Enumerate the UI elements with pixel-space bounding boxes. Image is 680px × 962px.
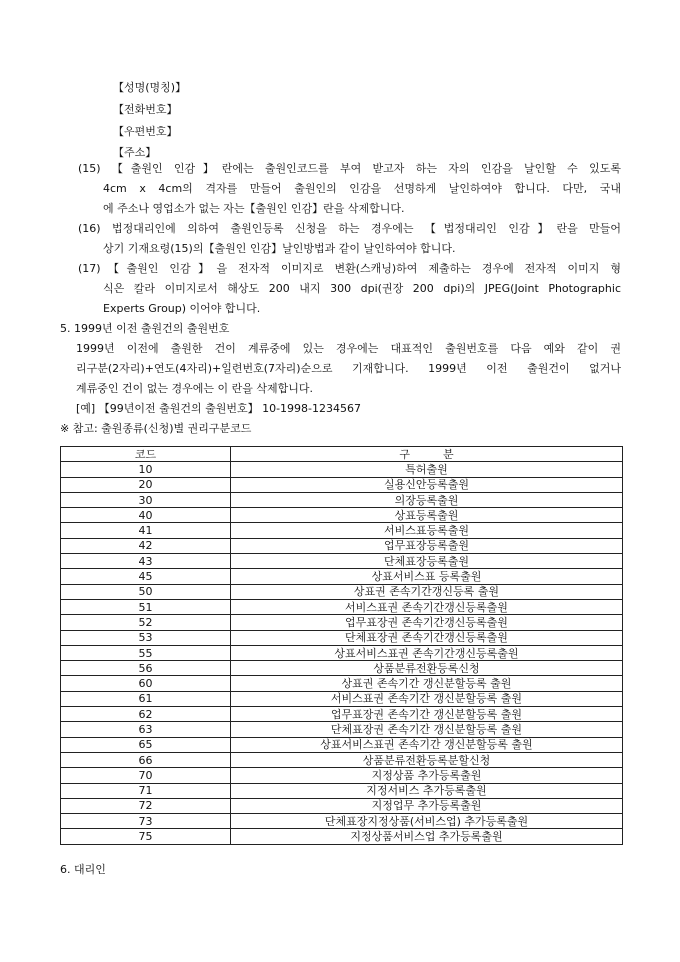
section-5-heading: 5. 1999년 이전 출원건의 출원번호 (60, 322, 230, 335)
category-cell: 상표등록출원 (231, 508, 623, 523)
item-17-line-3: Experts Group) 이어야 합니다. (103, 302, 261, 315)
code-cell: 62 (61, 707, 231, 722)
table-header-row (61, 447, 623, 462)
code-cell: 52 (61, 615, 231, 630)
table-row (61, 676, 623, 691)
table-row (61, 569, 623, 584)
code-cell: 75 (61, 829, 231, 844)
section-5-example: [예] 【99년이전 출원건의 출원번호】 10-1998-1234567 (76, 402, 361, 415)
category-cell: 의장등록출원 (231, 492, 623, 507)
category-cell: 서비스표권 존속기간갱신등록출원 (231, 599, 623, 614)
category-cell: 단체표장지정상품(서비스업) 추가등록출원 (231, 814, 623, 829)
table-row (61, 584, 623, 599)
code-cell: 63 (61, 722, 231, 737)
category-cell: 업무표장등록출원 (231, 538, 623, 553)
section-5-line-3: 계류중인 건이 없는 경우에는 이 란을 삭제합니다. (76, 382, 313, 395)
category-cell: 업무표장권 존속기간 갱신분할등록 출원 (231, 707, 623, 722)
category-cell: 지정서비스 추가등록출원 (231, 783, 623, 798)
item-17-line-2: 식은 칼라 이미지로서 해상도 200 내지 300 dpi(권장 200 dpi)의 JPEG(Joint Photographic (103, 282, 621, 295)
table-row (61, 538, 623, 553)
code-cell: 40 (61, 508, 231, 523)
item-16-line-2: 상기 기재요령(15)의【출원인 인감】날인방법과 같이 날인하여야 합니다. (103, 242, 456, 255)
rights-code-table (60, 446, 623, 845)
field-phone: 【전화번호】 (113, 103, 178, 116)
code-cell: 10 (61, 462, 231, 477)
table-row (61, 783, 623, 798)
table-row (61, 599, 623, 614)
table-row (61, 462, 623, 477)
item-15-line-3: 에 주소나 영업소가 없는 자는【출원인 인감】란을 삭제합니다. (103, 202, 405, 215)
category-cell: 상표서비스표권 존속기간갱신등록출원 (231, 645, 623, 660)
category-cell: 단체표장권 존속기간갱신등록출원 (231, 630, 623, 645)
field-zip: 【우편번호】 (113, 125, 178, 138)
table-row (61, 768, 623, 783)
code-cell: 42 (61, 538, 231, 553)
code-cell: 60 (61, 676, 231, 691)
item-15-line-2: 4cm x 4cm의 격자를 만들어 출원인의 인감을 선명하게 날인하여야 합니다. 다만, 국내 (103, 182, 621, 195)
table-row (61, 477, 623, 492)
code-cell: 43 (61, 554, 231, 569)
table-row (61, 798, 623, 813)
code-cell: 61 (61, 691, 231, 706)
item-17-line-1: (17)【출원인 인감】을 전자적 이미지로 변환(스캐닝)하여 제출하는 경우에 전자적 이미지 형 (78, 262, 621, 275)
category-cell: 상품분류전환등록신청 (231, 661, 623, 676)
code-cell: 65 (61, 737, 231, 752)
table-row (61, 691, 623, 706)
category-cell: 지정상품 추가등록출원 (231, 768, 623, 783)
section-6-heading: 6. 대리인 (60, 863, 106, 876)
table-row (61, 737, 623, 752)
category-cell: 상품분류전환등록분할신청 (231, 752, 623, 767)
code-cell: 20 (61, 477, 231, 492)
table-row (61, 752, 623, 767)
category-cell: 실용신안등록출원 (231, 477, 623, 492)
category-cell: 지정업무 추가등록출원 (231, 798, 623, 813)
table-row (61, 814, 623, 829)
category-cell: 단체표장권 존속기간 갱신분할등록 출원 (231, 722, 623, 737)
code-cell: 56 (61, 661, 231, 676)
table-row (61, 722, 623, 737)
category-cell: 상표권 존속기간 갱신분할등록 출원 (231, 676, 623, 691)
category-cell: 특허출원 (231, 462, 623, 477)
table-row (61, 554, 623, 569)
category-cell: 상표서비스표 등록출원 (231, 569, 623, 584)
code-cell: 53 (61, 630, 231, 645)
code-cell: 50 (61, 584, 231, 599)
code-cell: 72 (61, 798, 231, 813)
code-cell: 51 (61, 599, 231, 614)
item-15-line-1: (15) 【출원인 인감】란에는 출원인코드를 부여 받고자 하는 자의 인감을 날인할 수 있도록 (78, 162, 621, 175)
item-16-line-1: (16) 법정대리인에 의하여 출원인등록 신청을 하는 경우에는 【법정대리인 인감】란을 만들어 (78, 222, 621, 235)
header-code: 코드 (61, 447, 231, 462)
code-cell: 66 (61, 752, 231, 767)
table-body (61, 462, 623, 844)
category-cell: 상표서비스표권 존속기간 갱신분할등록 출원 (231, 737, 623, 752)
category-cell: 단체표장등록출원 (231, 554, 623, 569)
code-cell: 30 (61, 492, 231, 507)
table-row (61, 492, 623, 507)
code-cell: 41 (61, 523, 231, 538)
field-address: 【주소】 (113, 146, 157, 159)
reference-note: ※ 참고: 출원종류(신청)별 권리구분코드 (60, 422, 252, 435)
table-row (61, 615, 623, 630)
table-row (61, 523, 623, 538)
table-row (61, 661, 623, 676)
code-cell: 55 (61, 645, 231, 660)
header-category: 구 분 (231, 447, 623, 462)
category-cell: 서비스표권 존속기간 갱신분할등록 출원 (231, 691, 623, 706)
section-5-line-2: 리구분(2자리)+연도(4자리)+일련번호(7자리)순으로 기재합니다. 1999년 이전 출원건이 없거나 (76, 362, 621, 375)
table-row (61, 630, 623, 645)
category-cell: 지정상품서비스업 추가등록출원 (231, 829, 623, 844)
code-cell: 45 (61, 569, 231, 584)
category-cell: 업무표장권 존속기간갱신등록출원 (231, 615, 623, 630)
table-row (61, 508, 623, 523)
table-row (61, 707, 623, 722)
table-row (61, 829, 623, 844)
code-cell: 73 (61, 814, 231, 829)
table-row (61, 645, 623, 660)
field-name: 【성명(명칭)】 (113, 81, 187, 94)
code-cell: 70 (61, 768, 231, 783)
section-5-line-1: 1999년 이전에 출원한 건이 계류중에 있는 경우에는 대표적인 출원번호를 다음 예와 같이 권 (76, 342, 621, 355)
code-cell: 71 (61, 783, 231, 798)
category-cell: 서비스표등록출원 (231, 523, 623, 538)
category-cell: 상표권 존속기간갱신등록 출원 (231, 584, 623, 599)
